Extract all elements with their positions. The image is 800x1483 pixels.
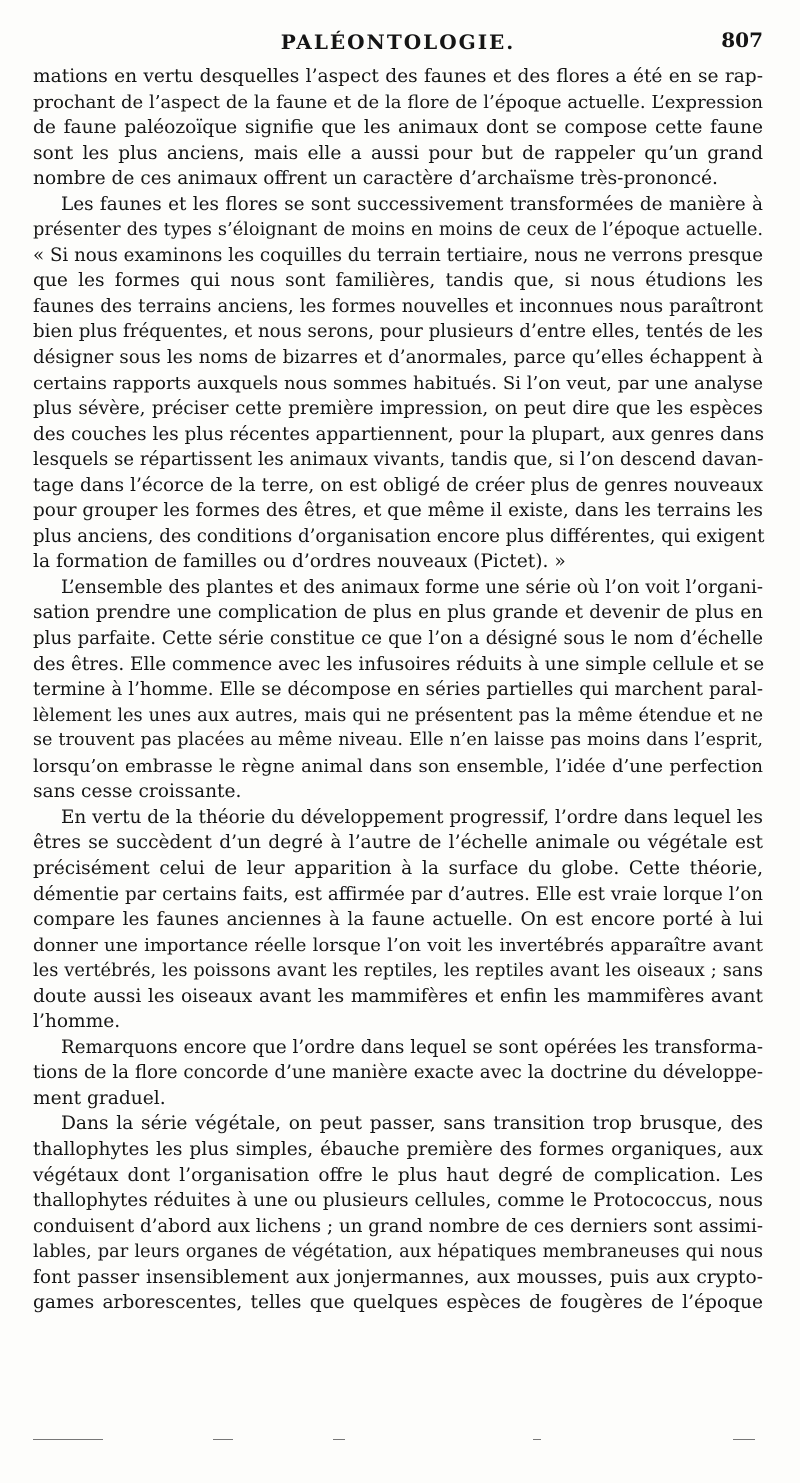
- text-line: de faune paléozoïque signifie que les animaux dont se compose cette faune: [33, 117, 763, 139]
- text-line: bien plus fréquentes, et nous serons, pour plusieurs d’entre elles, tentés de les: [33, 321, 763, 343]
- text-line: précisément celui de leur apparition à la surface du globe. Cette théorie,: [33, 857, 763, 879]
- footer-print-marks: [33, 1435, 763, 1445]
- text-line: lables, par leurs organes de végétation, aux hépatiques membraneuses qui nous: [33, 1241, 763, 1263]
- text-line: nombre de ces animaux offrent un caractère d’archaïsme très-prononcé.: [33, 168, 718, 190]
- text-line: êtres se succèdent d’un degré à l’autre de l’échelle animale ou végétale est: [33, 832, 763, 854]
- body-text: [33, 64, 763, 1316]
- text-line: prochant de l’aspect de la faune et de la flore de l’époque actuelle. L’expression: [33, 91, 763, 113]
- text-line: compare les faunes anciennes à la faune actuelle. On est encore porté à lui: [33, 909, 763, 931]
- text-line: désigner sous les noms de bizarres et d’anormales, parce qu’elles échappent à: [33, 347, 763, 369]
- text-line: tage dans l’écorce de la terre, on est obligé de créer plus de genres nouveaux: [33, 474, 763, 496]
- text-line: conduisent d’abord aux lichens ; un grand nombre de ces derniers sont assimi-: [33, 1215, 763, 1237]
- text-line: thallophytes réduites à une ou plusieurs cellules, comme le Protococcus, nous: [33, 1190, 763, 1212]
- running-title: PALÉONTOLOGIE.: [280, 30, 516, 54]
- text-line: que les formes qui nous sont familières, tandis que, si nous étudions les: [33, 270, 763, 292]
- text-line: thallophytes les plus simples, ébauche première des formes organiques, aux: [33, 1138, 763, 1160]
- text-line: sation prendre une complication de plus en plus grande et devenir de plus en: [33, 602, 763, 624]
- text-line: donner une importance réelle lorsque l’on voit les invertébrés apparaître avant: [33, 934, 763, 956]
- text-line: Les faunes et les flores se sont successivement transformées de manière à: [61, 193, 763, 215]
- page-number: 807: [721, 28, 763, 52]
- text-line: plus sévère, préciser cette première impression, on peut dire que les espèces: [33, 398, 763, 420]
- text-line: doute aussi les oiseaux avant les mammifères et enfin les mammifères avant: [33, 985, 763, 1007]
- text-line: certains rapports auxquels nous sommes habitués. Si l’on veut, par une analyse: [33, 372, 763, 394]
- running-head: [33, 30, 763, 60]
- text-line: se trouvent pas placées au même niveau. Elle n’en laisse pas moins dans l’esprit,: [33, 730, 763, 751]
- text-line: sont les plus anciens, mais elle a aussi pour but de rappeler qu’un grand: [33, 142, 763, 164]
- text-line: En vertu de la théorie du développement progressif, l’ordre dans lequel les: [61, 806, 763, 828]
- text-line: plus parfaite. Cette série constitue ce que l’on a désigné sous le nom d’échelle: [33, 628, 763, 650]
- text-line: la formation de familles ou d’ordres nouveaux (Pictet). »: [33, 551, 566, 573]
- text-line: Dans la série végétale, on peut passer, sans transition trop brusque, des: [61, 1113, 763, 1135]
- text-line: mations en vertu desquelles l’aspect des faunes et des flores a été en se rap-: [33, 66, 763, 87]
- text-line: lorsqu’on embrasse le règne animal dans son ensemble, l’idée d’une perfection: [33, 755, 763, 777]
- text-line: lèlement les unes aux autres, mais qui ne présentent pas la même étendue et ne: [33, 704, 763, 726]
- text-line: font passer insensiblement aux jonjermannes, aux mousses, puis aux crypto-: [33, 1266, 763, 1288]
- text-line: tions de la flore concorde d’une manière exacte avec la doctrine du développe-: [33, 1062, 763, 1084]
- text-line: sans cesse croissante.: [33, 781, 242, 803]
- text-line: des couches les plus récentes appartiennent, pour la plupart, aux genres dans: [33, 423, 765, 445]
- text-line: faunes des terrains anciens, les formes nouvelles et inconnues nous paraîtront: [33, 295, 763, 317]
- text-line: pour grouper les formes des êtres, et que même il existe, dans les terrains les: [33, 500, 763, 522]
- text-line: démentie par certains faits, est affirmée par d’autres. Elle est vraie lorque l’on: [33, 883, 763, 905]
- text-line: ment graduel.: [33, 1087, 166, 1109]
- text-line: des êtres. Elle commence avec les infusoires réduits à une simple cellule et se: [33, 653, 765, 675]
- text-line: Remarquons encore que l’ordre dans lequel se sont opérées les transforma-: [61, 1036, 763, 1058]
- text-line: les vertébrés, les poissons avant les reptiles, les reptiles avant les oiseaux ; sans: [33, 960, 763, 982]
- text-line: présenter des types s’éloignant de moins en moins de ceux de l’époque actuelle.: [33, 219, 763, 241]
- text-line: plus anciens, des conditions d’organisation encore plus différentes, qui exigent: [33, 525, 765, 547]
- text-line: lesquels se répartissent les animaux vivants, tandis que, si l’on descend davan-: [33, 449, 764, 471]
- text-line: L’ensemble des plantes et des animaux forme une série où l’on voit l’organi-: [61, 576, 763, 598]
- text-line: végétaux dont l’organisation offre le plus haut degré de complication. Les: [33, 1164, 763, 1186]
- text-line: games arborescentes, telles que quelques espèces de fougères de l’époque: [33, 1292, 763, 1314]
- text-line: termine à l’homme. Elle se décompose en séries partielles qui marchent paral-: [33, 679, 763, 701]
- text-line: l’homme.: [33, 1011, 121, 1033]
- text-line: « Si nous examinons les coquilles du terrain tertiaire, nous ne verrons presque: [33, 244, 763, 266]
